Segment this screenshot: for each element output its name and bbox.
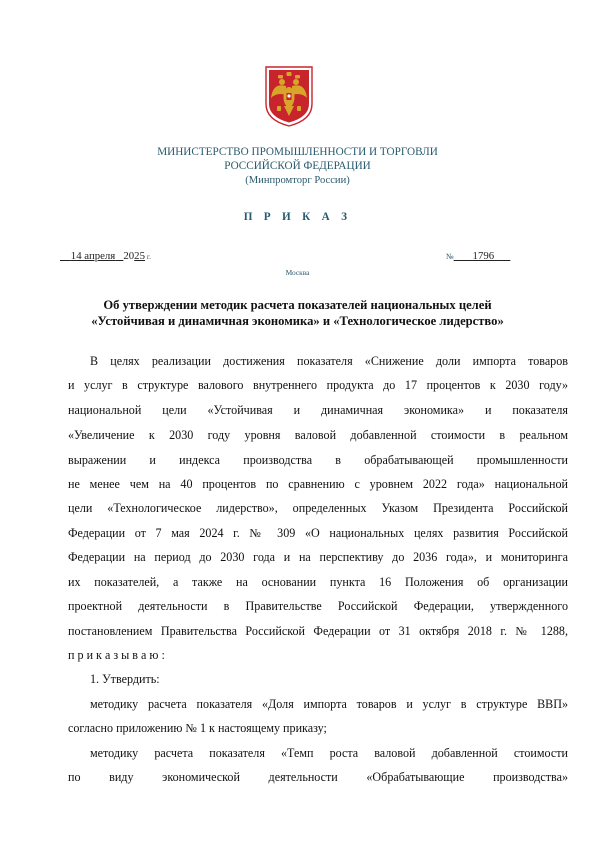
date-day-month: 14 апреля (70, 250, 116, 262)
body-line: проектной деятельности в Правительстве Российской Федерации, утвержденного (68, 599, 568, 613)
ministry-name-line2: РОССИЙСКОЙ ФЕДЕРАЦИИ (224, 160, 371, 172)
body-line: их показателей, а также на основании пункта 16 Положения об организации (68, 575, 568, 589)
date-year-prefix: 20 (123, 250, 135, 262)
body-line: В целях реализации достижения показателя «Снижение доли импорта товаров (90, 354, 568, 368)
body-line: «Увеличение к 2030 году уровня валовой добавленной стоимости в реальном (68, 428, 568, 442)
body-line: методику расчета показателя «Доля импорта товаров и услуг в структуре ВВП» (90, 697, 568, 711)
city: Москва (285, 268, 310, 277)
ministry-short-name: (Минпромторг России) (245, 175, 350, 186)
body-line: п р и к а з ы в а ю : (68, 648, 165, 662)
date-year-suffix: 25 (134, 250, 145, 262)
body-line: постановлением Правительства Российской Федерации от 31 октября 2018 г. № 1288, (68, 624, 568, 638)
body-line: и услуг в структуре валового внутреннего продукта до 17 процентов к 2030 году» (68, 378, 568, 392)
year-abbr: г. (146, 252, 151, 261)
body-line: 1. Утвердить: (90, 672, 160, 686)
coat-of-arms-icon (263, 64, 315, 128)
order-number (446, 250, 510, 262)
document-type: П Р И К А З (243, 211, 352, 223)
order-title-line2: «Устойчивая и динамичная экономика» и «Технологическое лидерство» (91, 314, 504, 328)
ministry-name-line1: МИНИСТЕРСТВО ПРОМЫШЛЕННОСТИ И ТОРГОВЛИ (157, 146, 438, 158)
body-line: согласно приложению № 1 к настоящему приказу; (68, 721, 327, 735)
body-line: цели «Технологическое лидерство», определенных Указом Президента Российской (68, 501, 568, 515)
body-line: по виду экономической деятельности «Обрабатывающие производства» (68, 770, 568, 784)
number-label: № (446, 252, 454, 261)
body-line: методику расчета показателя «Темп роста валовой добавленной стоимости (90, 746, 568, 760)
body-line: не менее чем на 40 процентов по сравнению с уровнем 2022 года» национальной (68, 477, 568, 491)
number-value: 1796 (472, 250, 495, 262)
body-line: Федерации на период до 2030 года и на перспективу до 2036 года», и мониторинга (68, 550, 568, 564)
body-line: выражении и индекса производства в обрабатывающей промышленности (68, 453, 568, 467)
order-date (60, 250, 151, 262)
body-line: Федерации от 7 мая 2024 г. № 309 «О национальных целях развития Российской (68, 526, 568, 540)
body-line: национальной цели «Устойчивая и динамичная экономика» и показателя (68, 403, 568, 417)
order-title-line1: Об утверждении методик расчета показателей национальных целей (103, 298, 492, 312)
